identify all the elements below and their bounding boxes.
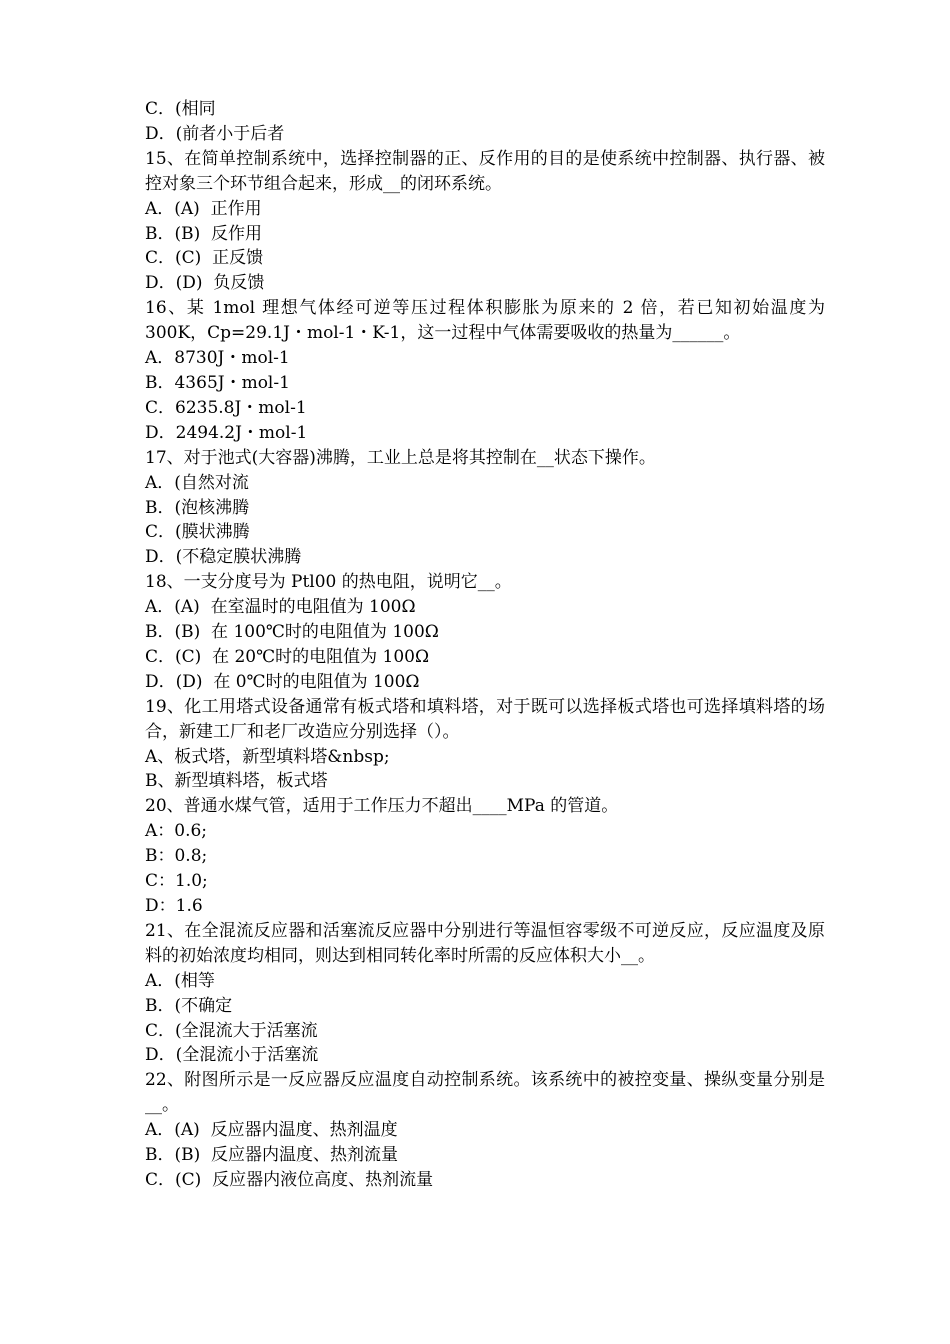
- option-c: C．(相同: [145, 99, 216, 119]
- question-21: 21、在全混流反应器和活塞流反应器中分别进行等温恒容零级不可逆反应，反应温度及原料的初始浓度均相同，则达到相同转化率时所需的反应体积大小__。: [145, 920, 825, 966]
- question-17: 17、对于池式(大容器)沸腾，工业上总是将其控制在__状态下操作。: [145, 447, 656, 468]
- document-page: [145, 97, 825, 1193]
- option-a: A．(A) 在室温时的电阻值为 100Ω: [145, 597, 416, 618]
- option-b: B．4365J・mol-1: [145, 372, 290, 393]
- option-c: C．(C) 正反馈: [145, 248, 264, 269]
- question-19: 19、化工用塔式设备通常有板式塔和填料塔，对于既可以选择板式塔也可选择填料塔的场合，新建工厂和老厂改造应分别选择（）。: [145, 696, 825, 742]
- question-20: 20、普通水煤气管，适用于工作压力不超出____MPa 的管道。: [145, 796, 619, 817]
- option-b: B．(B) 在 100℃时的电阻值为 100Ω: [145, 622, 439, 643]
- option-a: A、板式塔，新型填料塔&nbsp;: [145, 746, 390, 767]
- option-b: B：0.8;: [145, 846, 208, 867]
- option-b: B．(泡核沸腾: [145, 497, 250, 518]
- option-d: D．(前者小于后者: [145, 123, 285, 144]
- option-b: B．(B) 反应器内温度、热剂流量: [145, 1145, 399, 1166]
- option-a: A．8730J・mol-1: [145, 348, 290, 369]
- option-d: D．(D) 在 0℃时的电阻值为 100Ω: [145, 671, 420, 692]
- option-c: C．(膜状沸腾: [145, 522, 250, 543]
- question-22: 22、附图所示是一反应器反应温度自动控制系统。该系统中的被控变量、操纵变量分别是__。: [145, 1070, 825, 1116]
- option-a: A．(自然对流: [145, 472, 249, 493]
- option-c: C．(C) 反应器内液位高度、热剂流量: [145, 1169, 434, 1190]
- option-a: A．(A) 反应器内温度、热剂温度: [145, 1120, 398, 1141]
- option-a: A：0.6;: [145, 821, 208, 842]
- option-b: B．(不确定: [145, 995, 233, 1016]
- option-d: D．2494.2J・mol-1: [145, 422, 308, 443]
- option-d: D：1.6: [145, 896, 203, 916]
- option-b: B．(B) 反作用: [145, 223, 263, 244]
- option-d: D．(不稳定膜状沸腾: [145, 547, 302, 568]
- option-c: C：1.0;: [145, 871, 208, 892]
- question-15: 15、在简单控制系统中，选择控制器的正、反作用的目的是使系统中控制器、执行器、被控对象三个环节组合起来，形成__的闭环系统。: [145, 148, 825, 194]
- question-18: 18、一支分度号为 Ptl00 的热电阻，说明它__。: [145, 572, 512, 593]
- question-16: 16、某 1mol 理想气体经可逆等压过程体积膨胀为原来的 2 倍，若已知初始温度为 300K，Cp=29.1J・mol-1・K-1，这一过程中气体需要吸收的热量为______。: [145, 298, 825, 344]
- option-d: D．(全混流小于活塞流: [145, 1045, 319, 1066]
- option-c: C．6235.8J・mol-1: [145, 397, 307, 418]
- option-b: B、新型填料塔，板式塔: [145, 771, 328, 792]
- option-a: A．(相等: [145, 970, 215, 991]
- option-c: C．(全混流大于活塞流: [145, 1020, 318, 1041]
- option-d: D．(D) 负反馈: [145, 273, 265, 294]
- option-a: A．(A) 正作用: [145, 198, 262, 219]
- option-c: C．(C) 在 20℃时的电阻值为 100Ω: [145, 646, 430, 667]
